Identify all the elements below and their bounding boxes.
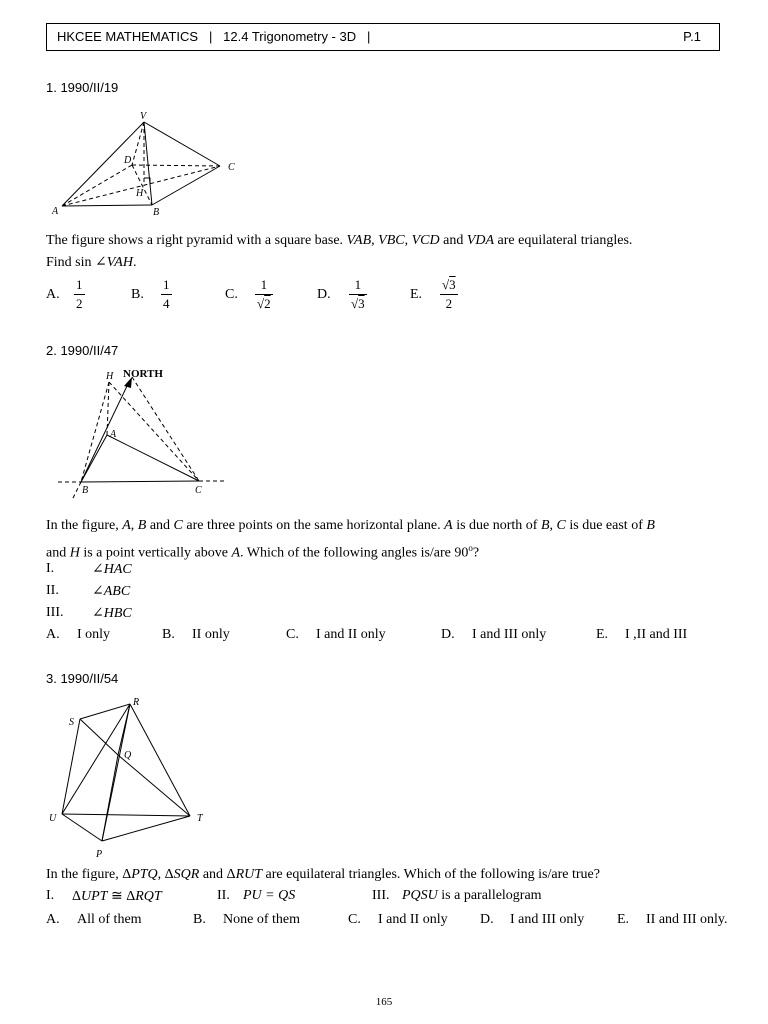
q1-option-e-label: E.	[410, 287, 423, 302]
q2-statement-angle: ∠ABC	[92, 584, 131, 599]
q3-option-d-label: D.	[480, 912, 494, 927]
q3-statement-1-num: I.	[46, 888, 55, 903]
q3-label-s: S	[69, 717, 74, 728]
q2-option-b-label: B.	[162, 627, 175, 642]
q1-label-d: D	[124, 155, 132, 166]
q3-option-a-text: All of them	[77, 912, 142, 927]
q1-option-c-label: C.	[225, 287, 238, 302]
q2-statement-num: I.	[46, 561, 55, 576]
q3-statement-3: PQSU is a parallelogram	[402, 888, 542, 903]
q3-option-d-text: I and III only	[510, 912, 585, 927]
q3-label-t: T	[197, 813, 203, 824]
q1-label-h: H	[136, 188, 144, 199]
q3-question-text: In the figure, ΔPTQ, ΔSQR and ΔRUT are equilateral triangles. Which of the following is/are true?	[46, 867, 600, 882]
q2-label-c: C	[195, 485, 202, 496]
q3-option-b-text: None of them	[223, 912, 300, 927]
q1-option-a-value: $\frac{1}{2}$	[76, 277, 83, 311]
q1-option-e-value: $\frac{√3}{2}$	[442, 277, 456, 311]
q1-label-b: B	[153, 207, 160, 218]
header-subject: HKCEE MATHEMATICS	[57, 29, 199, 44]
q1-label-a: A	[52, 206, 59, 217]
q2-option-d-text: I and III only	[472, 627, 547, 642]
q1-option-d-label: D.	[317, 287, 331, 302]
q1-question-text: The figure shows a right pyramid with a square base. VAB, VBC, VCD and VDA are equilateral triangles. Find sin ∠VAH.	[46, 233, 633, 270]
q3-statement-3-num: III.	[372, 888, 390, 903]
q3-heading: 3. 1990/II/54	[46, 671, 119, 686]
q2-option-b-text: II only	[192, 627, 230, 642]
q3-statement-1: ΔUPT ≅ ΔRQT	[72, 889, 162, 904]
q3-triangles-figure	[44, 693, 224, 863]
q1-option-c-value: $\frac{1}{√2}$	[257, 277, 271, 311]
header-topic: 12.4 Trigonometry - 3D	[223, 29, 357, 44]
header-separator: |	[366, 29, 371, 44]
q1-label-c: C	[228, 162, 235, 173]
q1-option-b-value: $\frac{1}{4}$	[163, 277, 170, 311]
q2-question-text: In the figure, A, B and C are three points on the same horizontal plane. A is due north of B, C is due east of B and H is a point vertically above A. Which of the following angles is/are 90$^o$?	[46, 518, 655, 561]
q3-label-p: P	[96, 849, 103, 860]
q3-option-b-label: B.	[193, 912, 206, 927]
q3-option-e-text: II and III only.	[646, 912, 728, 927]
q3-label-q: Q	[124, 750, 132, 761]
q2-label-a: A	[110, 429, 117, 440]
q2-heading: 2. 1990/II/47	[46, 343, 119, 358]
q2-statement-num: III.	[46, 605, 64, 620]
q2-statement-num: II.	[46, 583, 59, 598]
q3-option-c-text: I and II only	[378, 912, 448, 927]
q1-pyramid-figure	[48, 108, 248, 220]
q1-label-v: V	[140, 111, 147, 122]
page-number: 165	[375, 996, 393, 1008]
q2-option-c-text: I and II only	[316, 627, 386, 642]
header-left	[57, 29, 370, 44]
q2-label-h: H	[106, 371, 114, 382]
q3-option-e-label: E.	[617, 912, 630, 927]
header-separator: |	[208, 29, 213, 44]
q2-statement-angle: ∠HBC	[92, 606, 132, 621]
q2-statement-angle: ∠HAC	[92, 562, 132, 577]
q2-option-a-label: A.	[46, 627, 60, 642]
q3-option-c-label: C.	[348, 912, 361, 927]
q3-label-r: R	[133, 697, 140, 708]
q3-statement-2: PU = QS	[243, 888, 296, 903]
q2-option-a-text: I only	[77, 627, 111, 642]
q1-option-b-label: B.	[131, 287, 144, 302]
q2-option-e-text: I ,II and III	[625, 627, 688, 642]
q2-label-b: B	[82, 485, 89, 496]
q2-option-d-label: D.	[441, 627, 455, 642]
q2-north-figure	[52, 366, 232, 502]
q2-label-north: NORTH	[123, 368, 163, 380]
q3-statement-2-num: II.	[217, 888, 230, 903]
q1-heading: 1. 1990/II/19	[46, 80, 119, 95]
q1-option-a-label: A.	[46, 287, 60, 302]
page-header	[46, 23, 720, 51]
q2-option-e-label: E.	[596, 627, 609, 642]
q2-option-c-label: C.	[286, 627, 299, 642]
q1-option-d-value: $\frac{1}{√3}$	[351, 277, 365, 311]
header-page: P.1	[683, 29, 701, 44]
q3-option-a-label: A.	[46, 912, 60, 927]
q3-label-u: U	[49, 813, 57, 824]
